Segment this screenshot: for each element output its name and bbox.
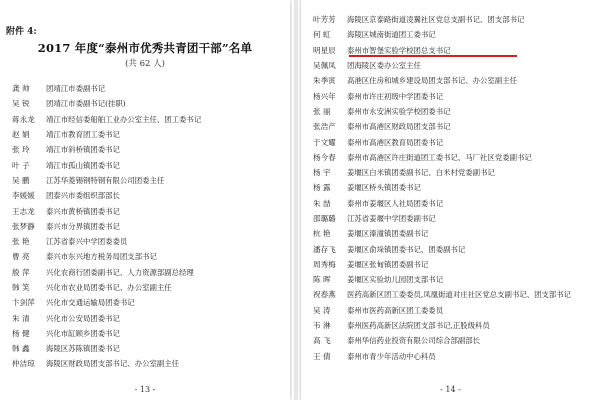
entry-name: 祝春燕 bbox=[313, 290, 336, 300]
list-item bbox=[313, 349, 596, 364]
list-item bbox=[12, 173, 282, 188]
list-item bbox=[313, 196, 596, 211]
entry-name: 韩 鑫 bbox=[12, 344, 30, 354]
list-item bbox=[313, 150, 596, 165]
entry-role: 医药高新区团工委委员,凤凰街道对庄社区党总支副书记、团支部书记 bbox=[347, 290, 572, 300]
document-subtitle: (共 62 人) bbox=[125, 59, 165, 69]
highlighted-entry bbox=[313, 43, 596, 58]
entry-role: 海陵区财政局团支部书记、办公室副主任 bbox=[46, 359, 180, 369]
entry-role: 泰州医药高新区法院团支部书记,正股级科员 bbox=[347, 321, 490, 331]
entry-name: 明星辰 bbox=[313, 45, 336, 55]
entry-name: 周秀梅 bbox=[313, 259, 336, 269]
list-item bbox=[313, 333, 596, 348]
entry-role: 泰州市青少年活动中心科员 bbox=[347, 351, 436, 361]
attachment-label: 附件 4: bbox=[6, 27, 37, 37]
entry-name: 李媛媛 bbox=[12, 191, 35, 201]
entry-role: 泰州市高港区许庄街道团工委书记、马厂社区党委副书记 bbox=[347, 152, 532, 162]
entry-name: 叶 子 bbox=[12, 160, 30, 170]
entry-role: 海陵区苏陈镇团委书记 bbox=[46, 344, 120, 354]
entry-role: 兴化市缸顾乡团委书记 bbox=[46, 328, 120, 338]
entry-role: 团海陵区委办公室主任 bbox=[347, 61, 421, 71]
entry-name: 王志龙 bbox=[12, 206, 35, 216]
entry-role: 泰州市永安洲实验学校团委书记 bbox=[347, 106, 451, 116]
list-item bbox=[12, 310, 282, 325]
entry-role: 江苏华菱锡钢特钢有限公司团委主任 bbox=[46, 175, 165, 185]
list-item bbox=[12, 219, 282, 234]
entry-role: 靖江市经信委船舶工业办公室主任、团工委书记 bbox=[46, 114, 202, 124]
entry-name: 高 飞 bbox=[313, 336, 331, 346]
entry-role: 团泰兴市委组织部部长 bbox=[46, 191, 120, 201]
list-item bbox=[12, 188, 282, 203]
list-item bbox=[313, 241, 596, 256]
entry-name: 吴 涛 bbox=[313, 305, 331, 315]
list-item bbox=[12, 249, 282, 264]
entry-role: 泰州市高港区财政局团支部书记 bbox=[347, 122, 451, 132]
entry-name: 吴 鹏 bbox=[12, 175, 30, 185]
entry-name: 张 丽 bbox=[313, 106, 331, 116]
list-item bbox=[313, 257, 596, 272]
entry-name: 陈 晖 bbox=[313, 275, 331, 285]
entry-role: 靖江市教育团工委书记 bbox=[46, 130, 120, 140]
entry-name: 朱 喆 bbox=[313, 198, 331, 208]
list-item bbox=[313, 58, 596, 73]
entry-name: 叶芳芳 bbox=[313, 15, 336, 25]
list-item bbox=[12, 127, 282, 142]
list-item bbox=[313, 27, 596, 42]
list-item bbox=[313, 318, 596, 333]
list-item bbox=[12, 341, 282, 356]
entry-role: 兴化市交通运输局团委书记 bbox=[46, 298, 135, 308]
entry-role: 姜堰区张甸镇团委副书记 bbox=[347, 259, 429, 269]
list-item bbox=[313, 287, 596, 302]
entry-role: 团靖江市委副书记(挂职) bbox=[46, 99, 126, 109]
entry-name: 何 虹 bbox=[313, 30, 331, 40]
entry-name: 潘存飞 bbox=[313, 244, 336, 254]
entry-role: 姜堰区白米镇团委副书记、白米村党委副书记 bbox=[347, 168, 495, 178]
list-item bbox=[313, 119, 596, 134]
entry-name: 曹 亮 bbox=[12, 252, 30, 262]
list-item bbox=[12, 234, 282, 249]
list-item bbox=[12, 326, 282, 341]
list-item bbox=[313, 104, 596, 119]
entry-name: 殷 萍 bbox=[12, 267, 30, 277]
entry-name: 杨 露 bbox=[313, 183, 331, 193]
entry-role: 泰兴市黄桥镇团委书记 bbox=[46, 206, 120, 216]
entry-name: 杨 宇 bbox=[313, 168, 331, 178]
list-item bbox=[313, 226, 596, 241]
entry-role: 海陵区城南街道团工委书记 bbox=[347, 30, 436, 40]
entry-role: 泰州市高港区教育局团委书记 bbox=[347, 137, 444, 147]
entry-role: 姜堰区桥头镇团委书记 bbox=[347, 183, 421, 193]
entry-name: 于文耀 bbox=[313, 137, 336, 147]
page-number-left: - 13 - bbox=[134, 385, 156, 394]
entry-role: 靖江市孤山镇团委书记 bbox=[46, 160, 120, 170]
entry-name: 吴 锐 bbox=[12, 99, 30, 109]
list-item bbox=[12, 295, 282, 310]
entry-role: 泰州市医药高新区团工委委员 bbox=[347, 305, 444, 315]
entry-role: 兴化市公安局团委书记 bbox=[46, 313, 120, 323]
entry-name: 张 玲 bbox=[12, 145, 30, 155]
entry-name: 龚 帅 bbox=[12, 84, 30, 94]
entry-name: 蒋永龙 bbox=[12, 114, 35, 124]
entry-role: 兴化市农业局团委书记、办公室副主任 bbox=[46, 283, 172, 292]
entry-name: 朱季寅 bbox=[313, 76, 336, 86]
red-underline-mark bbox=[349, 55, 517, 57]
list-item bbox=[313, 272, 596, 287]
page-13 bbox=[0, 0, 290, 400]
list-item bbox=[12, 142, 282, 157]
entry-name: 杭 艳 bbox=[313, 229, 331, 239]
entry-role: 海陵区京泰路街道凌翼社区党总支副书记、团支部书记 bbox=[347, 15, 525, 25]
list-item bbox=[313, 134, 596, 149]
entry-role: 高港区住房和城乡建设局团支部书记、办公室副主任 bbox=[347, 76, 517, 86]
page-number-right: - 14 - bbox=[440, 385, 461, 394]
entry-role: 团靖江市委副书记 bbox=[46, 84, 106, 94]
entry-name: 吴佩凤 bbox=[313, 61, 336, 71]
list-item bbox=[313, 88, 596, 103]
entry-role: 兴化农商行团委副书记、人力资源部副总经理 bbox=[46, 267, 194, 277]
list-item bbox=[313, 211, 596, 226]
list-item bbox=[12, 356, 282, 371]
entry-name: 卞剑萍 bbox=[12, 298, 35, 308]
entry-role: 泰州市许庄初级中学团委书记 bbox=[347, 91, 444, 101]
list-item bbox=[313, 180, 596, 195]
entry-name: 杨兴年 bbox=[313, 91, 336, 101]
entry-name: 王 倩 bbox=[313, 351, 331, 361]
entry-role: 姜堰区实验幼儿园团支部书记 bbox=[347, 275, 444, 285]
list-item bbox=[12, 96, 282, 111]
entry-name: 张梦静 bbox=[12, 221, 35, 231]
entry-name: 杨 健 bbox=[12, 328, 30, 338]
page-14 bbox=[301, 0, 600, 400]
entry-role: 泰兴市东兴地方税务局团支部书记 bbox=[46, 252, 157, 262]
entry-role: 泰兴市分界镇团委书记 bbox=[46, 221, 120, 231]
entry-name: 韦 淋 bbox=[313, 321, 331, 331]
entry-role: 泰州市智堡实验学校团总支书记 bbox=[347, 45, 451, 55]
entry-name: 杨今春 bbox=[313, 152, 336, 162]
list-item bbox=[313, 12, 596, 27]
entry-name: 仲洁琼 bbox=[12, 359, 35, 369]
list-item bbox=[12, 112, 282, 127]
list-item bbox=[12, 157, 282, 172]
list-item bbox=[313, 73, 596, 88]
entry-role: 姜堰区溱潼镇团委副书记 bbox=[347, 229, 429, 239]
entry-name: 韩 笑 bbox=[12, 283, 30, 292]
entry-role: 泰州市姜堰区人社局团委书记 bbox=[347, 198, 444, 208]
name-list-right bbox=[313, 12, 596, 364]
entry-role: 泰州华信药业投资有限公司综合部副部长 bbox=[347, 336, 481, 346]
entry-name: 朱 清 bbox=[12, 313, 30, 323]
list-item bbox=[12, 203, 282, 218]
entry-role: 靖江市斜桥镇团委书记 bbox=[46, 145, 120, 155]
list-item bbox=[12, 265, 282, 280]
page-gutter bbox=[294, 0, 298, 400]
list-item bbox=[12, 81, 282, 96]
list-item bbox=[12, 280, 282, 295]
entry-name: 邵璐璐 bbox=[313, 214, 336, 223]
name-list-left bbox=[12, 81, 282, 372]
list-item bbox=[313, 303, 596, 318]
entry-role: 江苏省泰兴中学团委委员 bbox=[46, 237, 128, 247]
document-title: 2017 年度“泰州市优秀共青团干部”名单 bbox=[37, 41, 253, 55]
entry-role: 姜堰区俞垛镇团委书记、团委副书记 bbox=[347, 244, 466, 254]
entry-name: 赵 娟 bbox=[12, 130, 30, 140]
entry-role: 江苏省姜堰中学团委副书记 bbox=[347, 214, 436, 223]
entry-name: 张浩产 bbox=[313, 122, 336, 132]
list-item bbox=[313, 165, 596, 180]
entry-name: 张 艳 bbox=[12, 237, 30, 247]
